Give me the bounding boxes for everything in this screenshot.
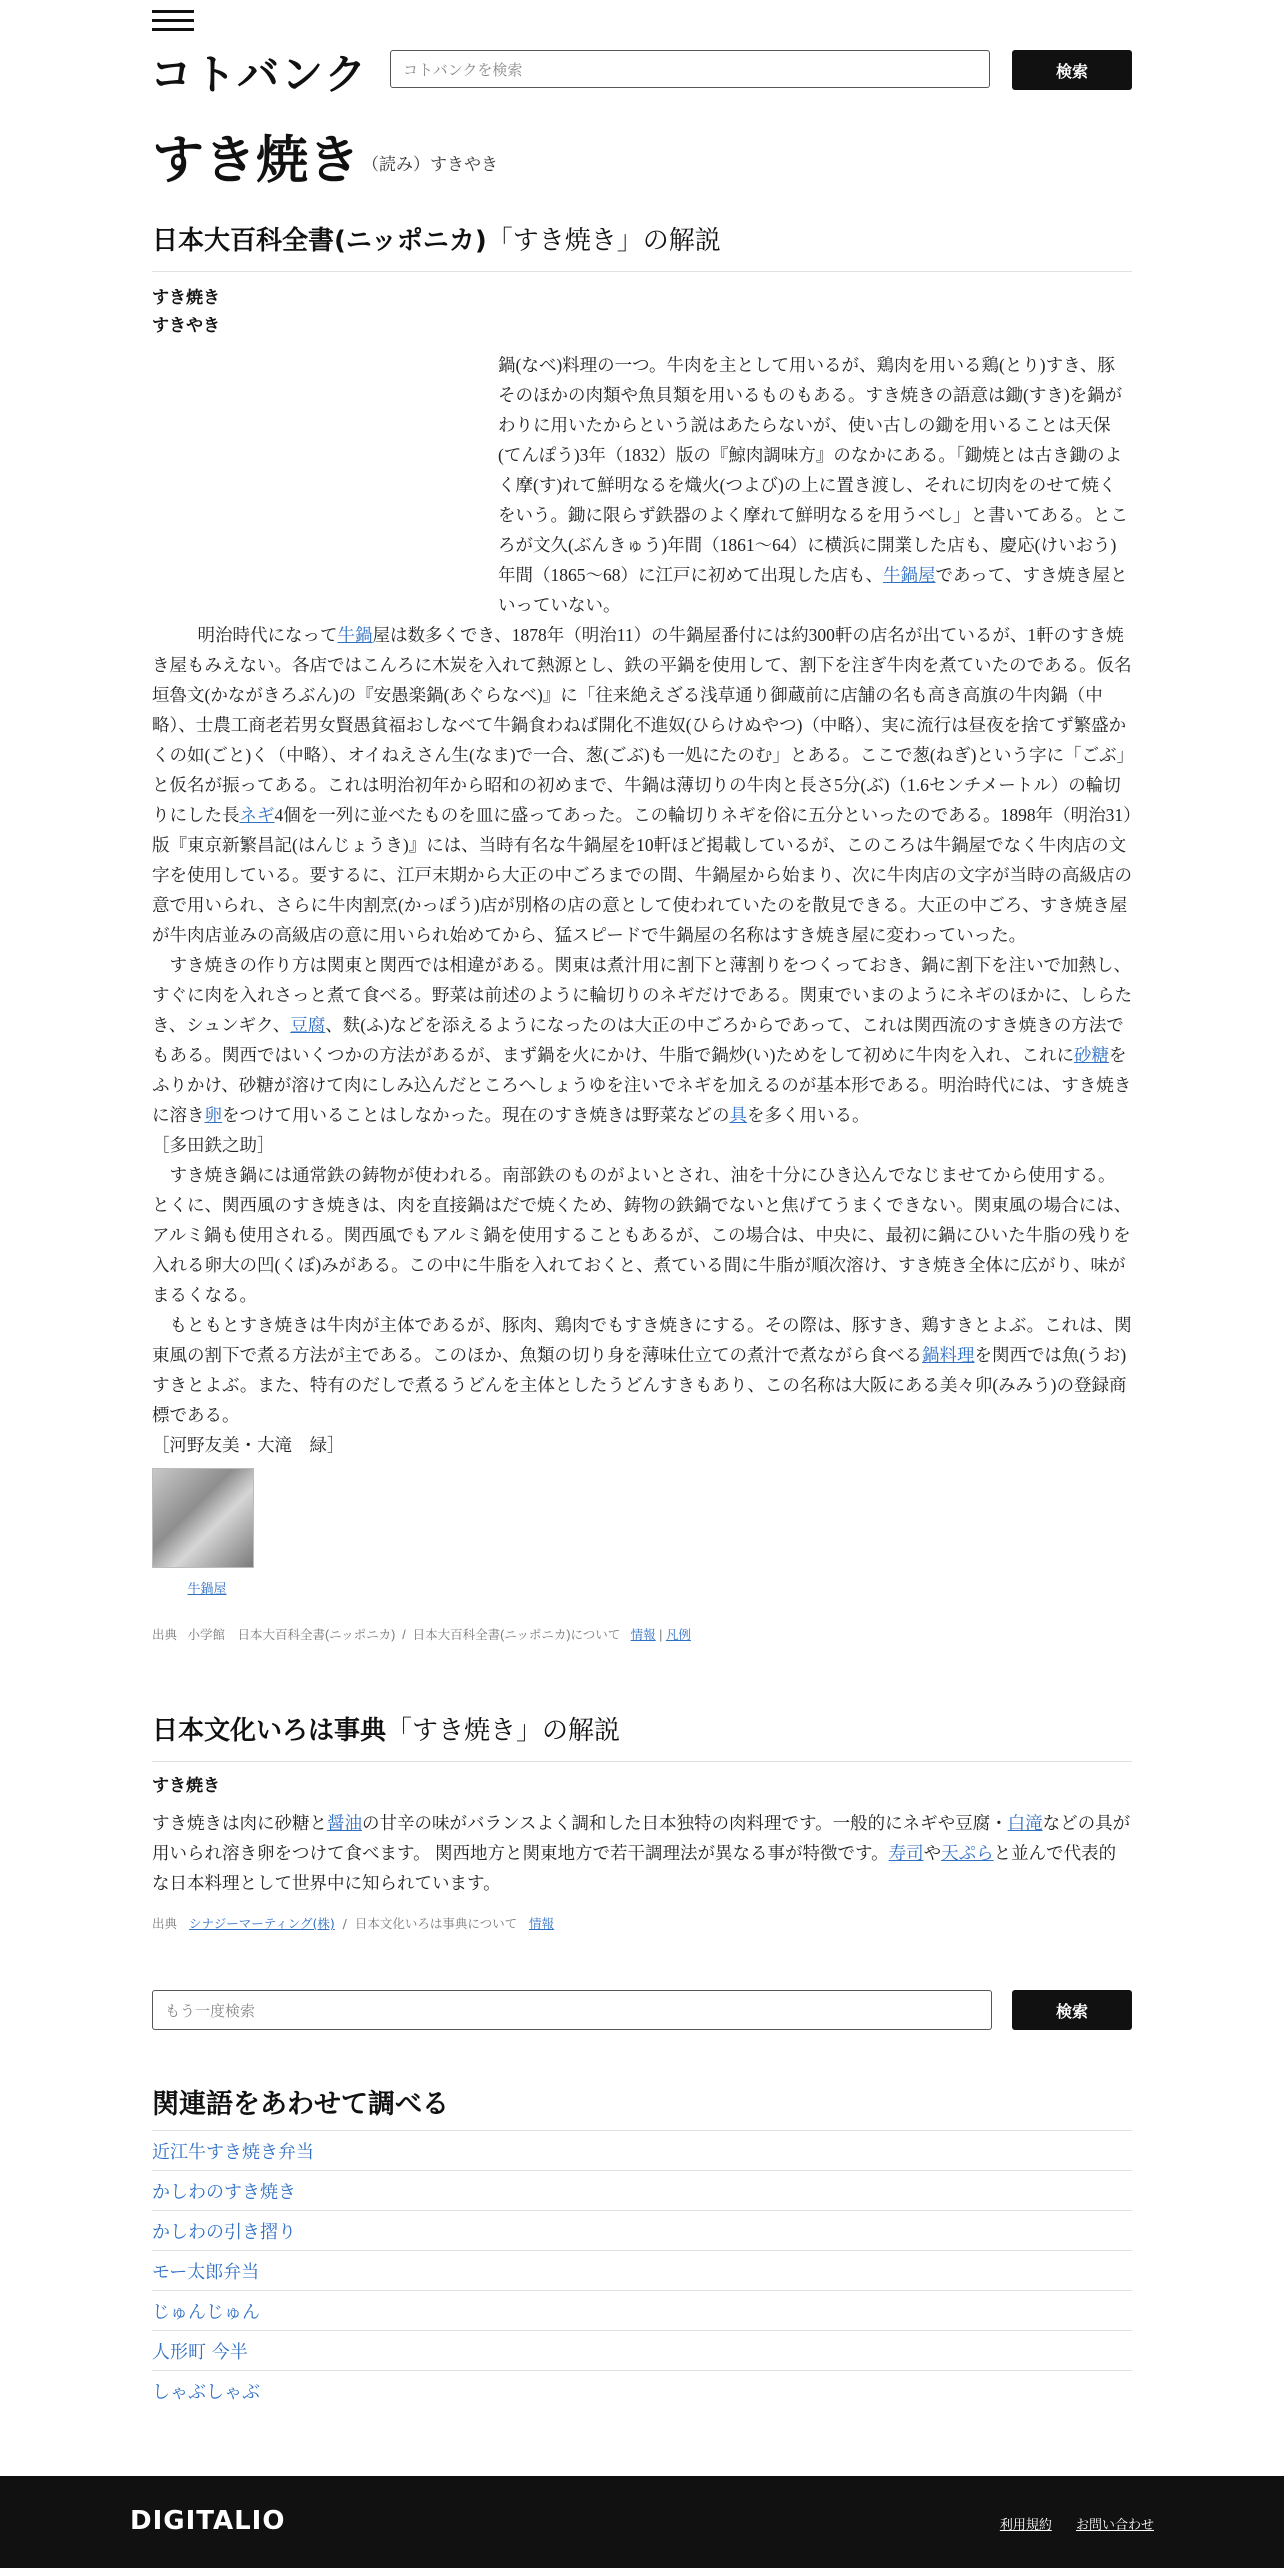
- related-heading: 関連語をあわせて調べる: [152, 2089, 449, 2120]
- terms-link[interactable]: 利用規約: [999, 2518, 1052, 2533]
- footer-links: [980, 2514, 1154, 2533]
- iroha-entry: [152, 1772, 1132, 1932]
- search-input[interactable]: コトバンクを検索: [390, 50, 990, 88]
- info-link[interactable]: 情報: [630, 1628, 656, 1642]
- site-logo[interactable]: コトバンク: [150, 50, 369, 99]
- page-title: すき焼き: [152, 131, 361, 191]
- footer-logo[interactable]: DIGITALIO: [130, 2506, 286, 2536]
- section-heading-nipponica: 日本大百科全書(ニッポニカ)「すき焼き」の解説: [152, 220, 1132, 272]
- link-negi[interactable]: ネギ: [239, 805, 275, 825]
- legend-link[interactable]: 凡例: [665, 1628, 691, 1642]
- link-nabe-ryori[interactable]: 鍋料理: [922, 1345, 975, 1365]
- nipponica-body: [152, 350, 1132, 1650]
- link-tofu[interactable]: 豆腐: [290, 1015, 326, 1035]
- entry-headword: すき焼き: [152, 1776, 220, 1796]
- publisher-link[interactable]: シナジーマーティング(株): [188, 1916, 335, 1931]
- related-item[interactable]: しゃぶしゃぶ: [152, 2370, 1132, 2410]
- link-shoyu[interactable]: 醤油: [327, 1813, 362, 1833]
- link-gyunabeya[interactable]: 牛鍋屋: [883, 565, 936, 585]
- info-link[interactable]: 情報: [529, 1916, 555, 1931]
- menu-icon[interactable]: [152, 10, 194, 36]
- author-credit: ［河野友美・大滝 緑］: [152, 1435, 345, 1455]
- search-again-button[interactable]: 検索: [1012, 1990, 1132, 2030]
- gyunabeya-image[interactable]: [152, 1468, 254, 1568]
- link-shirataki[interactable]: 白滝: [1007, 1813, 1043, 1833]
- related-item[interactable]: モー太郎弁当: [152, 2250, 1132, 2290]
- search-button[interactable]: 検索: [1012, 50, 1132, 90]
- related-item[interactable]: 近江牛すき焼き弁当: [152, 2130, 1132, 2170]
- paragraph: すき焼きの作り方は関東と関西では相違がある。関東は煮汁用に割下と薄割りをつくっておき、鍋に割下を注いで加熱し、すぐに肉を入れさっと煮て食べる。野菜は前述のように輪切りのネギだけである。関東でいまのようにネギのほかに、しらたき、シュンギク、豆腐、麩(ふ)などを添えるようになったのは大正の中ごろからであって、これは関西流のすき焼きの方法でもある。関西ではいくつかの方法があるが、まず鍋を火にかけ、牛脂で鍋炒(い)ためをして初めに牛肉を入れ、これに砂糖をふりかけ、砂糖が溶けて肉にしみ込んだところへしょうゆを注いでネギを加えるのが基本形である。明治時代には、すき焼きに溶き卵をつけて用いることはしなかった。現在のすき焼きは野菜などの具を多く用いる。: [152, 955, 1132, 1125]
- paragraph: すき焼き鍋には通常鉄の鋳物が使われる。南部鉄のものがよいとされ、油を十分にひき込んでなじませてから使用する。とくに、関西風のすき焼きは、肉を直接鍋はだで焼くため、鋳物の鉄鍋でないと焦げてうまくできない。関東風の場合には、アルミ鍋も使用される。関西風でもアルミ鍋を使用することもあるが、この場合は、中央に、最初に鍋にひいた牛脂の残りを入れる卵大の凹(くぼ)みがある。この中に牛脂を入れておくと、煮ている間に牛脂が順次溶け、すき焼き全体に広がり、味がまるくなる。: [152, 1165, 1132, 1305]
- footer: [0, 2476, 1284, 2568]
- link-sushi[interactable]: 寿司: [888, 1843, 924, 1863]
- related-item[interactable]: かしわのすき焼き: [152, 2170, 1132, 2210]
- search-again-input[interactable]: もう一度検索: [152, 1990, 992, 2030]
- link-gu[interactable]: 具: [729, 1105, 747, 1125]
- image-caption[interactable]: 牛鍋屋: [187, 1581, 227, 1596]
- paragraph: すき焼きは肉に砂糖と醤油の甘辛の味がバランスよく調和した日本独特の肉料理です。一般的にネギや豆腐・白滝などの具が用いられ溶き卵をつけて食べます。 関西地方と関東地方で若干調理法が異なる事が特徴です。寿司や天ぷらと並んで代表的な日本料理として世界中に知られています。: [152, 1813, 1131, 1893]
- author-credit: ［多田鉄之助］: [152, 1135, 275, 1155]
- section-heading-iroha: 日本文化いろは事典「すき焼き」の解説: [152, 1710, 1132, 1762]
- related-list: [152, 2130, 1132, 2410]
- paragraph: 鍋(なべ)料理の一つ。牛肉を主として用いるが、鶏肉を用いる鶏(とり)すき、豚そのほかの肉類や魚貝類を用いるものもある。すき焼きの語意は鋤(すき)を鍋がわりに用いたからという説はあたらないが、使い古しの鋤を用いることは天保(てんぽう)3年（1832）版の『鯨肉調味方』のなかにある。「鋤焼とは古き鋤のよく摩(す)れて鮮明なるを熾火(つよび)の上に置き渡し、それに切肉をのせて焼くをいう。鋤に限らず鉄器のよく摩れて鮮明なるを用うべし」と書いてある。ところが文久(ぶんきゅう)年間（1861～64）に横浜に開業した店も、慶応(けいおう)年間（1865～68）に江戸に初めて出現した店も、牛鍋屋であって、すき焼き屋といっていない。: [498, 355, 1128, 615]
- link-egg[interactable]: 卵: [204, 1105, 222, 1125]
- related-item[interactable]: じゅんじゅん: [152, 2290, 1132, 2330]
- figure: [152, 1468, 262, 1604]
- link-tempura[interactable]: 天ぷら: [941, 1843, 994, 1863]
- paragraph: 明治時代になって牛鍋屋は数多くでき、1878年（明治11）の牛鍋屋番付には約300軒の店名が出ているが、1軒のすき焼き屋もみえない。各店ではこんろに木炭を入れて熱源とし、鉄の平鍋を使用して、割下を注ぎ牛肉を煮ていたのである。仮名垣魯文(かながきろぶん)の『安愚楽鍋(あぐらなべ)』に「往来絶えざる浅草通り御蔵前に店舗の名も高き高旗の牛肉鍋（中略）、士農工商老若男女賢愚貧福おしなべて牛鍋食わねば開化不進奴(ひらけぬやつ)（中略）、実に流行は昼夜を捨てず繁盛かくの如(ごと)く（中略）、オイねえさん生(なま)で一合、葱(ごぶ)も一処にたのむ」とある。ここで葱(ねぎ)という字に「ごぶ」と仮名が振ってある。これは明治初年から昭和の初めまで、牛鍋は薄切りの牛肉と長さ5分(ぶ)（1.6センチメートル）の輪切りにした長ネギ4個を一列に並べたものを皿に盛ってあった。この輪切りネギを俗に五分といったのである。1898年（明治31）版『東京新繁昌記(はんじょうき)』には、当時有名な牛鍋屋を10軒ほど掲載しているが、このころは牛鍋屋でなく牛肉店の文字を使用している。要するに、江戸末期から大正の中ごろまでの間、牛鍋屋から始まり、次に牛肉店の文字が当時の高級店の意で用いられ、さらに牛肉割烹(かっぽう)店が別格の店の意として使われていたのを散見できる。大正の中ごろ、すき焼き屋が牛肉店並みの高級店の意に用いられ始めてから、猛スピードで牛鍋屋の名称はすき焼き屋に変わっていった。: [152, 625, 1132, 945]
- reading: （読み）すきやき: [362, 155, 498, 175]
- paragraph: もともとすき焼きは牛肉が主体であるが、豚肉、鶏肉でもすき焼きにする。その際は、豚すき、鶏すきとよぶ。これは、関東風の割下で煮る方法が主である。このほか、魚類の切り身を薄味仕立ての煮汁で煮ながら食べる鍋料理を関西では魚(うお)すきとよぶ。また、特有のだしで煮るうどんを主体としたうどんすきもあり、この名称は大阪にある美々卯(みみう)の登録商標である。: [152, 1315, 1132, 1425]
- link-gyunabe[interactable]: 牛鍋: [337, 625, 373, 645]
- related-item[interactable]: 人形町 今半: [152, 2330, 1132, 2370]
- contact-link[interactable]: お問い合わせ: [1075, 2518, 1154, 2533]
- link-sugar[interactable]: 砂糖: [1074, 1045, 1110, 1065]
- nipponica-entry: [152, 284, 1132, 340]
- entry-reading: すきやき: [152, 316, 220, 336]
- source-line: 出典 小学館 日本大百科全書(ニッポニカ) / 日本大百科全書(ニッポニカ)について 情報 | 凡例: [152, 1628, 691, 1642]
- related-item[interactable]: かしわの引き摺り: [152, 2210, 1132, 2250]
- source-line: 出典 シナジーマーティング(株) / 日本文化いろは事典について 情報: [152, 1916, 555, 1931]
- entry-headword: すき焼き: [152, 288, 220, 308]
